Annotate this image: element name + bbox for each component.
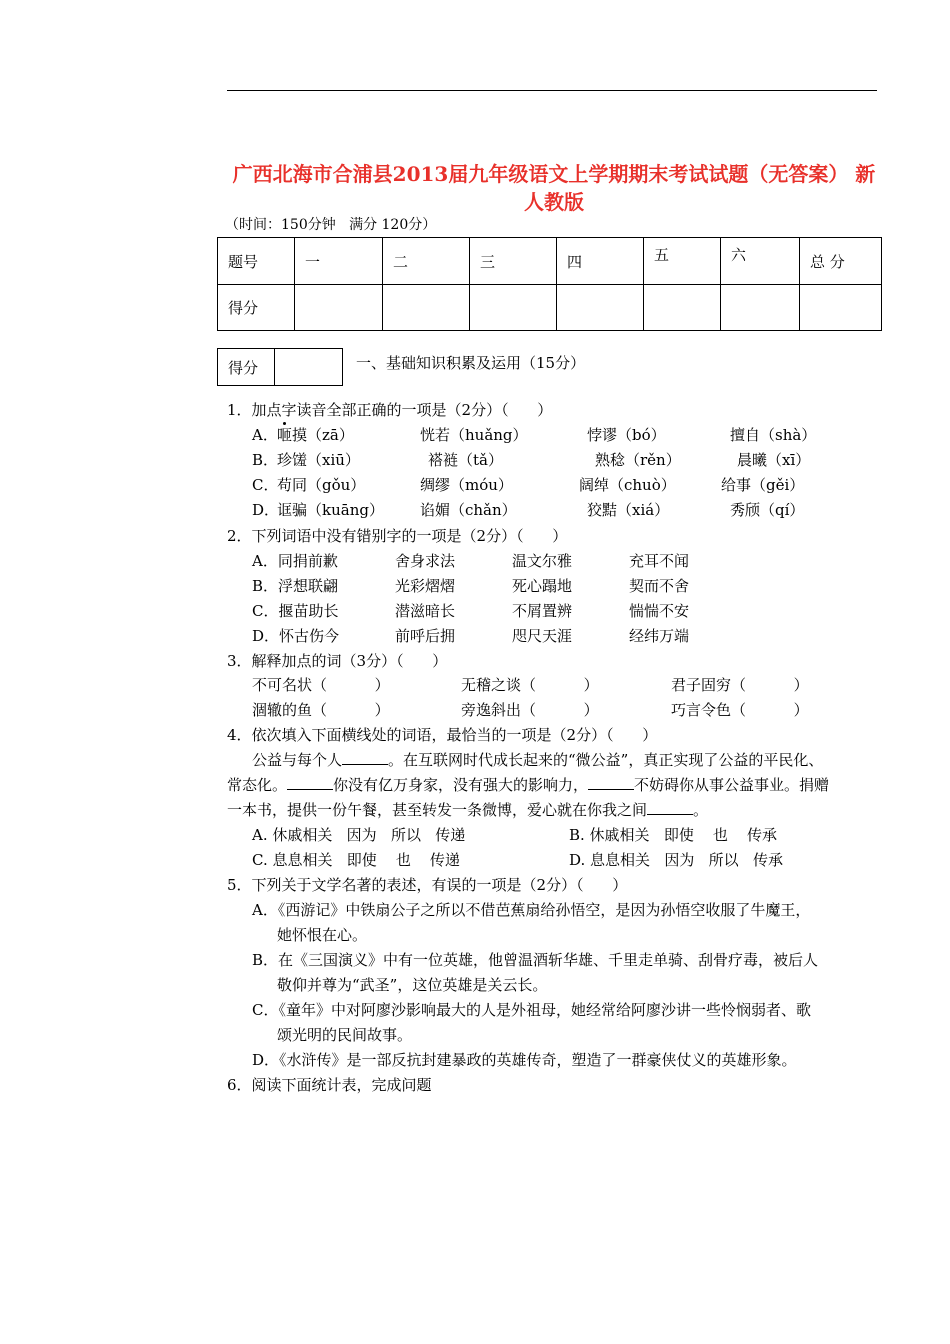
- q1-option-word: [420, 425, 528, 445]
- q1-option-letter: A．: [252, 426, 278, 444]
- score-cell: [470, 285, 557, 331]
- score-table-header: 六: [721, 238, 800, 285]
- q2-word: 经纬万端: [629, 627, 690, 645]
- q3-stem: 3．解释加点的词（3分）（ ）: [227, 652, 448, 670]
- q5-stem: 5．下列关于文学名著的表述，有误的一项是（2分）（ ）: [227, 876, 628, 894]
- q1-option-word: 狡黠（xiá）: [587, 501, 670, 519]
- q1-word-rest: 摸（zā）: [292, 426, 354, 444]
- q1-word-rest: 恍若（huǎng）: [420, 426, 528, 444]
- q5-option: D．《水浒传》是一部反抗封建暴政的英雄传奇，塑造了一群豪侠仗义的英雄形象。: [252, 1051, 797, 1069]
- q1-option-letter: B．: [252, 451, 279, 469]
- fill-blank: [287, 775, 333, 790]
- q1-option-word: 秀颀（qí）: [730, 501, 805, 519]
- q2-word: 温文尔雅: [512, 552, 573, 570]
- q2-word: 惴惴不安: [629, 602, 690, 620]
- score-cell: [557, 285, 644, 331]
- q4-passage-line: [252, 750, 823, 770]
- q1-stem: 1．加点字读音全部正确的一项是（2分）（ ）: [227, 401, 553, 419]
- q4-option: D. 息息相关 因为 所以 传承: [569, 851, 783, 869]
- q2-word: D．怀古伤今: [252, 627, 340, 645]
- section1-title: 一、基础知识积累及运用（15分）: [356, 354, 586, 372]
- q1-option-word: 晨曦（xī）: [737, 451, 811, 469]
- q2-word: C．揠苗助长: [252, 602, 339, 620]
- score-table-header: 三: [470, 238, 557, 285]
- q5-option: C．《童年》中对阿廖沙影响最大的人是外祖母，她经常给阿廖沙讲一些怜悯弱者、歌: [252, 1001, 811, 1019]
- q5-option-cont: 颂光明的民间故事。: [277, 1026, 413, 1044]
- q1-option-word: [587, 425, 666, 445]
- q5-option: A．《西游记》中铁扇公子之所以不借芭蕉扇给孙悟空，是因为孙悟空收服了牛魔王，: [252, 901, 811, 919]
- section1-score-label: 得分: [218, 349, 275, 386]
- fill-blank: [588, 775, 634, 790]
- q4-text: 一本书，提供一份午餐，甚至转发一条微博，爱心就在你我之间: [227, 801, 648, 819]
- q2-word: 光彩熠熠: [395, 577, 456, 595]
- q1-word-rest: 擅自（shà）: [730, 426, 817, 444]
- q5-option-cont: 她怀恨在心。: [277, 926, 368, 944]
- q1-option-word: 阔绰（chuò）: [579, 476, 676, 494]
- q4-option: C. 息息相关 即使 也 传递: [252, 851, 460, 869]
- q3-item: 巧言令色（ ）: [671, 701, 809, 719]
- section1-score-box: [217, 348, 343, 386]
- q2-word: 舍身求法: [395, 552, 456, 570]
- score-table-header: 一: [295, 238, 383, 285]
- fill-blank: [342, 750, 388, 765]
- page-title: 广西北海市合浦县2013届九年级语文上学期期末考试试题（无答案） 新人教版: [232, 162, 876, 214]
- score-table-header: 二: [383, 238, 470, 285]
- q4-passage-line: [227, 800, 708, 820]
- q3-item: 涸辙的鱼（ ）: [252, 701, 390, 719]
- q1-option-letter: D．: [252, 501, 280, 519]
- q4-text: 。: [693, 801, 709, 819]
- q2-word: A．同捐前歉: [252, 552, 338, 570]
- q1-option-word: 褡裢（tǎ）: [428, 451, 503, 469]
- q2-stem: 2．下列词语中没有错别字的一项是（2分）（ ）: [227, 527, 568, 545]
- score-cell: [295, 285, 383, 331]
- q1-word-rest: 悖谬（bó）: [587, 426, 666, 444]
- q4-text: 。在互联网时代成长起来的“微公益”，真正实现了公益的平民化、: [388, 751, 824, 769]
- q1-option-word: 绸缪（móu）: [420, 476, 513, 494]
- q2-word: 潜滋暗长: [395, 602, 456, 620]
- q2-word: 不屑置辨: [512, 602, 573, 620]
- q2-word: 咫尺天涯: [512, 627, 573, 645]
- q4-option: B. 休戚相关 即使 也 传承: [569, 826, 778, 844]
- q6-stem: 6．阅读下面统计表，完成问题: [227, 1076, 432, 1094]
- q2-word: B．浮想联翩: [252, 577, 339, 595]
- q2-word: 充耳不闻: [629, 552, 690, 570]
- header-rule: [227, 90, 877, 91]
- score-table-header: 五: [644, 238, 721, 285]
- q4-text: 常态化。: [227, 776, 288, 794]
- q3-item: 不可名状（ ）: [252, 676, 390, 694]
- score-cell: [721, 285, 800, 331]
- q5-option-cont: 敬仰并尊为“武圣”，这位英雄是关云长。: [277, 976, 548, 994]
- q1-option-word: 苟同（gǒu）: [277, 476, 366, 494]
- score-table-header: 题号: [218, 238, 295, 285]
- score-cell: [383, 285, 470, 331]
- score-cell: [275, 349, 343, 386]
- score-table: [217, 237, 882, 331]
- q2-word: 前呼后拥: [395, 627, 456, 645]
- score-table-header: 总 分: [800, 238, 882, 285]
- time-info: （时间：150分钟 满分 120分）: [225, 217, 437, 233]
- q3-item: 无稽之谈（ ）: [461, 676, 599, 694]
- q4-option: A. 休戚相关 因为 所以 传递: [252, 826, 466, 844]
- q1-option-word: 珍馐（xiū）: [277, 451, 360, 469]
- q4-passage-line: [227, 775, 829, 795]
- q3-item: 旁逸斜出（ ）: [461, 701, 599, 719]
- q4-text: 你没有亿万身家，没有强大的影响力，: [333, 776, 589, 794]
- q3-item: 君子固穷（ ）: [671, 676, 809, 694]
- q4-text: 不妨碍你从事公益事业。捐赠: [634, 776, 830, 794]
- q1-option-word: 咂摸（zā）: [277, 426, 354, 444]
- q4-text: 公益与每个人: [252, 751, 343, 769]
- score-cell: [800, 285, 882, 331]
- q2-word: 死心蹋地: [512, 577, 573, 595]
- score-table-row-label: 得分: [218, 285, 295, 331]
- q1-option-word: 熟稔（rěn）: [595, 451, 681, 469]
- q4-stem: 4．依次填入下面横线处的词语，最恰当的一项是（2分）（ ）: [227, 726, 658, 744]
- q5-option: B．在《三国演义》中有一位英雄，他曾温酒斩华雄、千里走单骑、刮骨疗毒，被后人: [252, 951, 819, 969]
- q2-word: 契而不舍: [629, 577, 690, 595]
- q1-option-word: 诓骗（kuāng）: [277, 501, 384, 519]
- score-table-header: 四: [557, 238, 644, 285]
- q1-option-letter: C．: [252, 476, 279, 494]
- q1-option-word: [730, 425, 816, 445]
- fill-blank: [647, 800, 693, 815]
- q1-option-word: 给事（gěi）: [721, 476, 805, 494]
- q1-option-word: 谄媚（chǎn）: [420, 501, 517, 519]
- score-cell: [644, 285, 721, 331]
